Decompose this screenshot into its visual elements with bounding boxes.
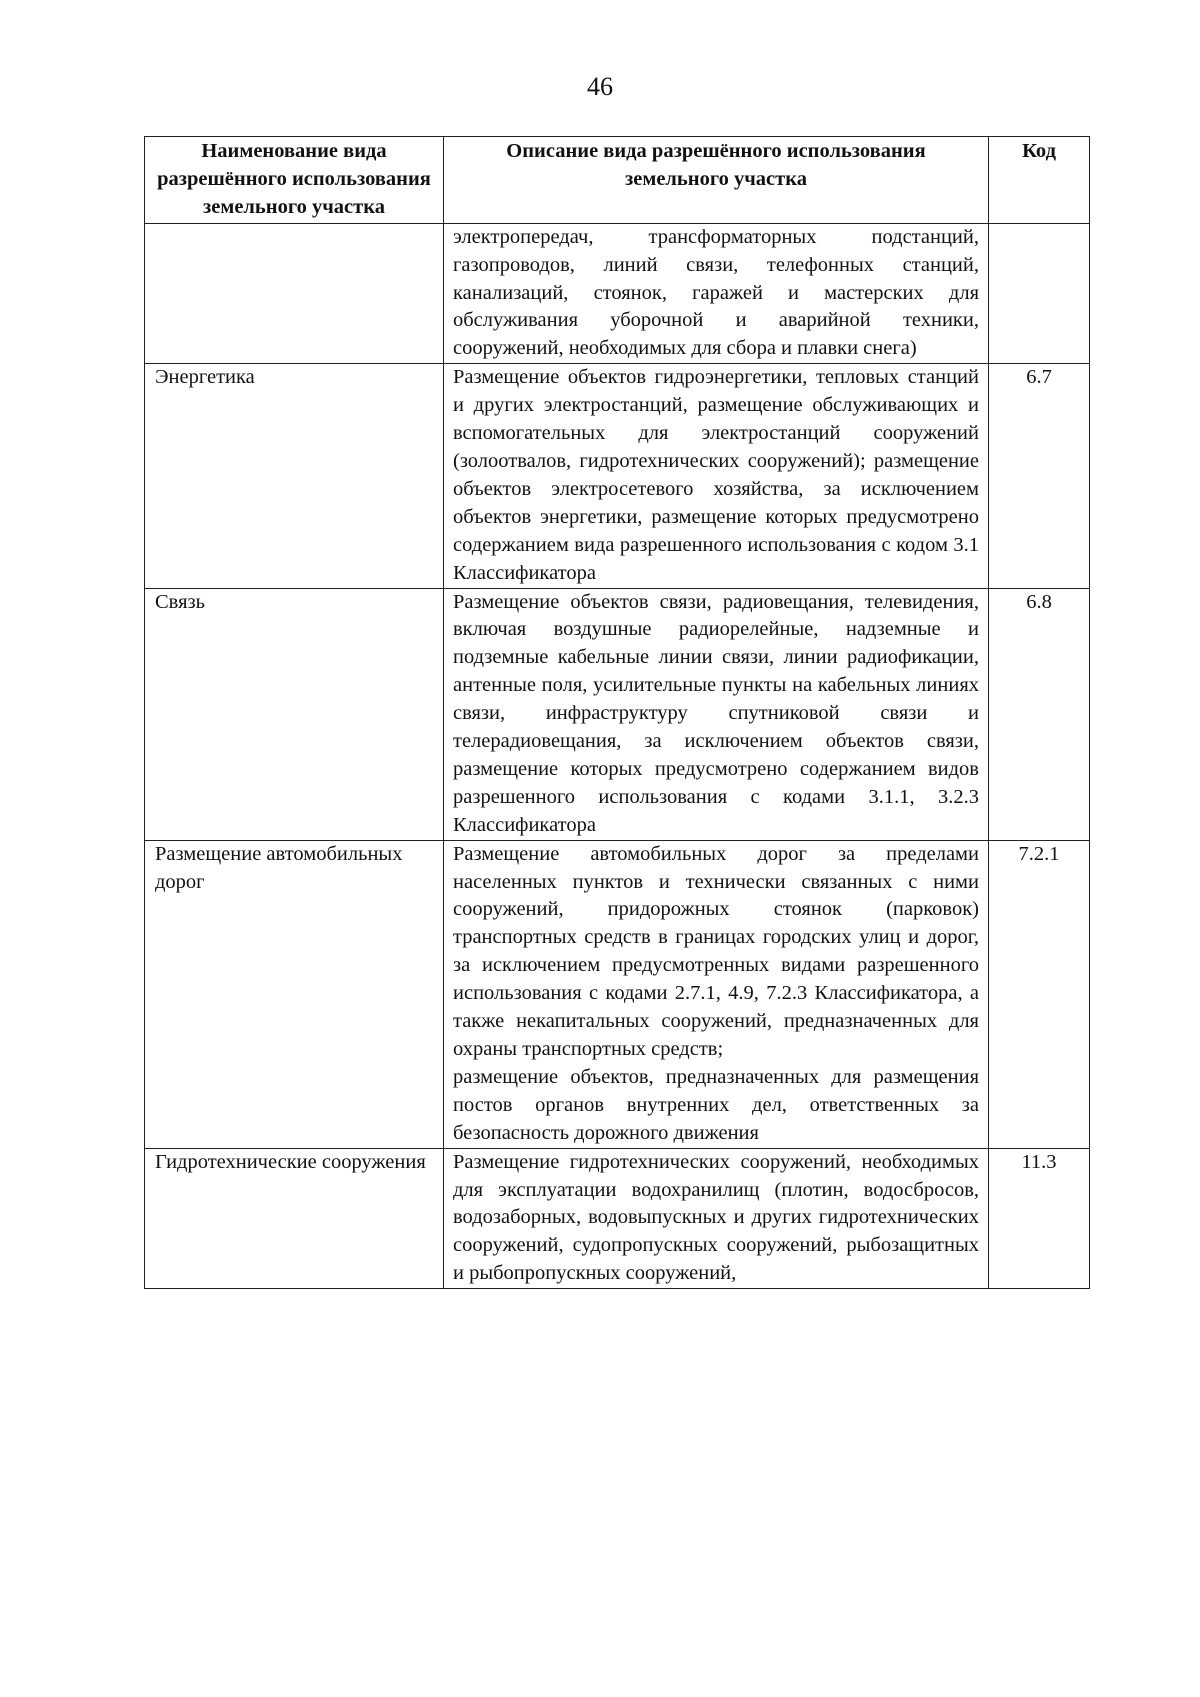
description-paragraph: Размещение автомобильных дорог за пределами населенных пунктов и технически связанных с ними сооружений, придорожных стоянок (парковок) транспортных средств в границах городских улиц и дорог, за исключением предусмотренных видами разрешенного использования с кодами 2.7.1, 4.9, 7.2.3 Классификатора, а также некапитальных сооружений, предназначенных для охраны транспортных средств; — [453, 842, 979, 1060]
row-name: Связь — [145, 588, 444, 840]
row-name: Гидротехнические сооружения — [145, 1148, 444, 1289]
row-code — [989, 223, 1090, 364]
row-code: 6.7 — [989, 364, 1090, 588]
description-paragraph: Размещение объектов гидроэнергетики, тепловых станций и других электростанций, размещение обслуживающих и вспомогательных для электростанций сооружений (золоотвалов, гидротехнических сооружений); размещение объектов электросетевого хозяйства, за исключением объектов энергетики, размещение которых предусмотрено содержанием вида разрешенного использования с кодом 3.1 Классификатора — [453, 366, 979, 584]
row-name: Размещение автомобильных дорог — [145, 840, 444, 1148]
row-name: Энергетика — [145, 364, 444, 588]
row-code: 11.3 — [989, 1148, 1090, 1289]
table-row — [145, 840, 1090, 1148]
header-description: Описание вида разрешённого использования земельного участка — [444, 137, 989, 224]
row-code: 7.2.1 — [989, 840, 1090, 1148]
table-row — [145, 364, 1090, 588]
row-name — [145, 223, 444, 364]
page-number: 46 — [587, 72, 613, 101]
row-description — [444, 1148, 989, 1289]
table-header-row — [145, 137, 1090, 224]
row-description — [444, 840, 989, 1148]
table-row — [145, 588, 1090, 840]
row-description — [444, 364, 989, 588]
row-description — [444, 588, 989, 840]
description-paragraph: размещение объектов, предназначенных для размещения постов органов внутренних дел, ответственных за безопасность дорожного движения — [453, 1065, 979, 1144]
land-use-table — [144, 136, 1090, 1289]
description-paragraph: Размещение гидротехнических сооружений, необходимых для эксплуатации водохранилищ (плотин, водосбросов, водозаборных, водовыпускных и других гидротехнических сооружений, судопропускных сооружений, рыбозащитных и рыбопропускных сооружений, — [453, 1150, 979, 1285]
header-code: Код — [989, 137, 1090, 224]
row-description — [444, 223, 989, 364]
description-paragraph: Размещение объектов связи, радиовещания, телевидения, включая воздушные радиорелейные, надземные и подземные кабельные линии связи, линии радиофикации, антенные поля, усилительные пункты на кабельных линиях связи, инфраструктуру спутниковой связи и телерадиовещания, за исключением объектов связи, размещение которых предусмотрено содержанием видов разрешенного использования с кодами 3.1.1, 3.2.3 Классификатора — [453, 590, 979, 836]
row-code: 6.8 — [989, 588, 1090, 840]
table-row — [145, 223, 1090, 364]
description-paragraph: электропередач, трансформаторных подстанций, газопроводов, линий связи, телефонных станций, канализаций, стоянок, гаражей и мастерских для обслуживания уборочной и аварийной техники, сооружений, необходимых для сбора и плавки снега) — [453, 225, 979, 360]
header-name: Наименование вида разрешённого использования земельного участка — [145, 137, 444, 224]
table-row — [145, 1148, 1090, 1289]
